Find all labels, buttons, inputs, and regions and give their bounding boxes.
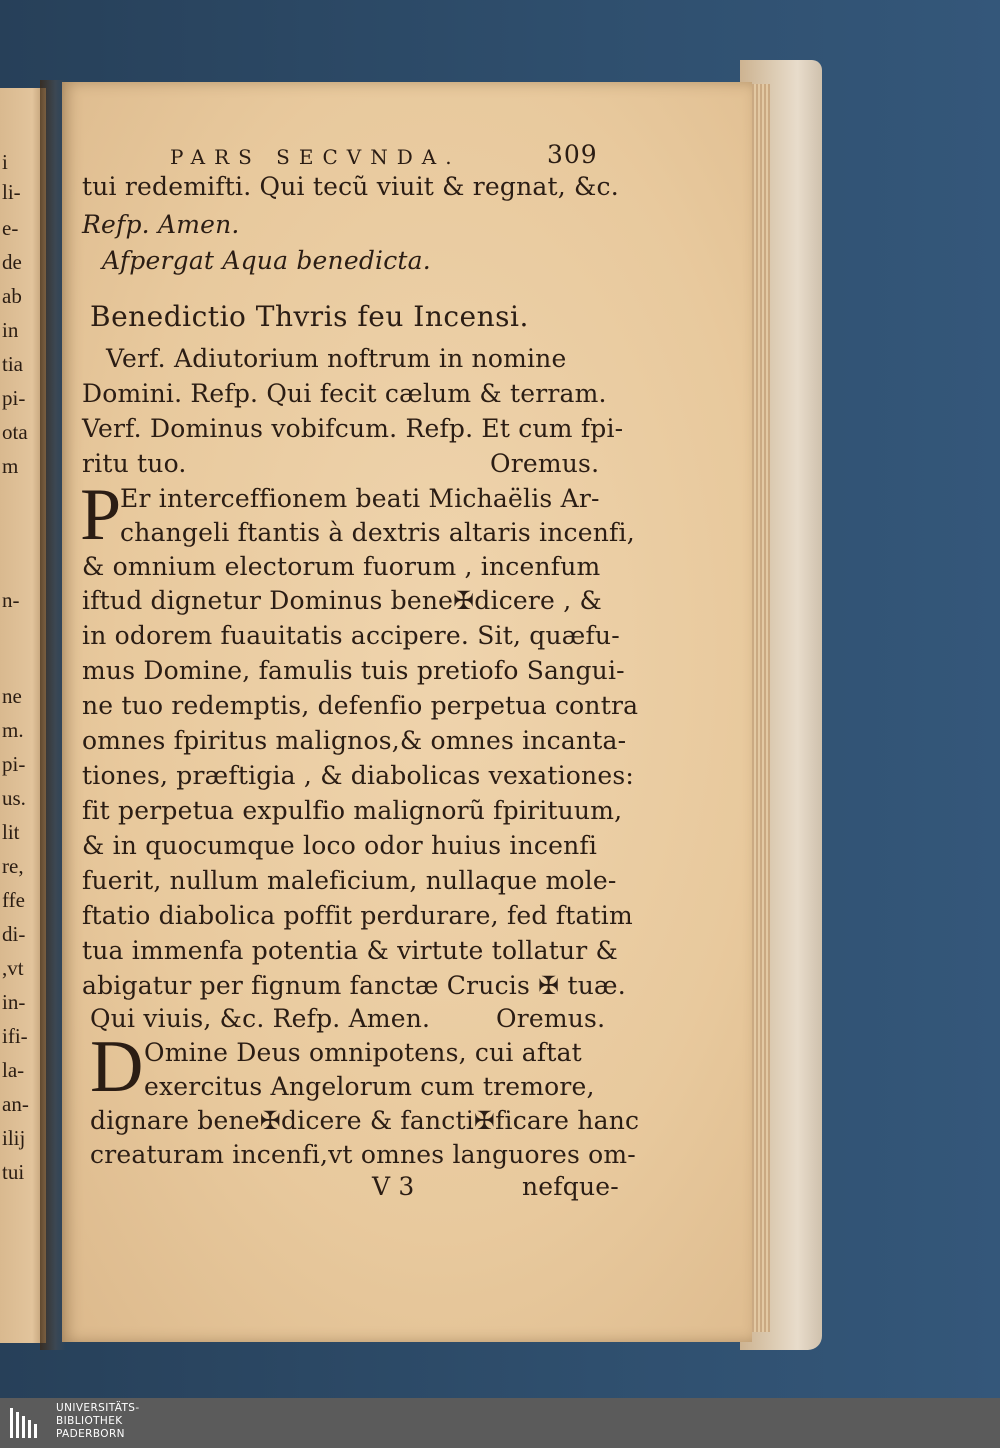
- fragment-text: li-: [2, 180, 21, 204]
- fragment-text: pi-: [2, 386, 26, 410]
- text-line: fit perpetua expulfio malignorũ fpirituum,: [82, 796, 623, 825]
- fragment-text: ab: [2, 284, 22, 308]
- text-line: omnes fpiritus malignos,& omnes incanta-: [82, 726, 627, 755]
- fragment-text: de: [2, 250, 22, 274]
- text-line: Omine Deus omnipotens, cui aftat: [144, 1038, 582, 1067]
- oremus-label: Oremus.: [490, 449, 600, 478]
- fragment-text: in-: [2, 990, 26, 1014]
- text-line: Refp. Amen.: [82, 210, 240, 239]
- text-line: iftud dignetur Dominus bene✠dicere , &: [82, 586, 602, 615]
- fragment-text: m: [2, 454, 19, 478]
- library-name-line: PADERBORN: [56, 1428, 125, 1440]
- text-line: Domini. Refp. Qui fecit cælum & terram.: [82, 379, 607, 408]
- text-line: tua immenfa potentia & virtute tollatur &: [82, 936, 618, 965]
- fragment-text: ne: [2, 684, 22, 708]
- oremus-label: Oremus.: [496, 1004, 606, 1033]
- fragment-text: m.: [2, 718, 24, 742]
- fragment-text: ilij: [2, 1126, 26, 1150]
- fragment-text: us.: [2, 786, 26, 810]
- text-line: abigatur per fignum fanctæ Crucis ✠ tuæ.: [82, 971, 626, 1000]
- fragment-text: la-: [2, 1058, 25, 1082]
- fragment-text: e-: [2, 216, 19, 240]
- fragment-text: an-: [2, 1092, 29, 1116]
- fragment-text: i: [2, 150, 8, 174]
- fragment-text: in: [2, 318, 19, 342]
- text-line: & omnium electorum fuorum , incenfum: [82, 552, 601, 581]
- text-line: mus Domine, famulis tuis pretiofo Sangui-: [82, 656, 625, 685]
- text-line: ne tuo redemptis, defenfio perpetua contra: [82, 691, 639, 720]
- rubric-line: Afpergat Aqua benedicta.: [102, 246, 431, 275]
- text-line: Verf. Adiutorium noftrum in nomine: [106, 344, 567, 373]
- library-name-line: BIBLIOTHEK: [56, 1415, 123, 1427]
- library-name: [56, 1402, 140, 1441]
- text-line: fuerit, nullum maleficium, nullaque mole-: [82, 866, 617, 895]
- drop-capital-p: P: [80, 474, 122, 556]
- page-number: 309: [547, 140, 598, 169]
- text-line: exercitus Angelorum cum tremore,: [144, 1072, 595, 1101]
- text-line: tui redemifti. Qui tecũ viuit & regnat, &c.: [82, 172, 619, 201]
- fragment-text: tia: [2, 352, 23, 376]
- text-line: ritu tuo.: [82, 449, 187, 478]
- gutter-shadow: [40, 80, 66, 1350]
- text-line: Qui viuis, &c. Refp. Amen.: [90, 1004, 431, 1033]
- fragment-text: ifi-: [2, 1024, 28, 1048]
- text-line: in odorem fuauitatis accipere. Sit, quæfu-: [82, 621, 620, 650]
- fragment-text: tui: [2, 1160, 25, 1184]
- text-line: Verf. Dominus vobifcum. Refp. Et cum fpi-: [82, 414, 624, 443]
- text-line: & in quocumque loco odor huius incenfi: [82, 831, 598, 860]
- signature-mark: V 3: [372, 1172, 415, 1201]
- fragment-text: ffe: [2, 888, 25, 912]
- text-line: dignare bene✠dicere & fancti✠ficare hanc: [90, 1106, 640, 1135]
- running-head: PARS SECVNDA.: [170, 145, 461, 169]
- catchword: nefque-: [522, 1172, 619, 1201]
- text-line: changeli ftantis à dextris altaris incenfi,: [120, 518, 635, 547]
- drop-capital-d: D: [90, 1026, 144, 1108]
- fragment-text: ,vt: [2, 956, 24, 980]
- fragment-text: n-: [2, 588, 20, 612]
- section-title: Benedictio Thvris feu Incensi.: [90, 300, 529, 333]
- fragment-text: lit: [2, 820, 20, 844]
- text-line: creaturam incenfi,vt omnes languores om-: [90, 1140, 636, 1169]
- text-line: Er interceffionem beati Michaëlis Ar-: [120, 484, 600, 513]
- fragment-text: re,: [2, 854, 24, 878]
- fragment-text: ota: [2, 420, 28, 444]
- fragment-text: di-: [2, 922, 26, 946]
- library-logo-icon: [8, 1404, 46, 1442]
- library-logo-bar: [0, 1398, 1000, 1448]
- library-name-line: UNIVERSITÄTS-: [56, 1402, 140, 1414]
- text-line: ftatio diabolica poffit perdurare, fed ftatim: [82, 901, 633, 930]
- fragment-text: pi-: [2, 752, 26, 776]
- text-line: tiones, præftigia , & diabolicas vexationes:: [82, 761, 635, 790]
